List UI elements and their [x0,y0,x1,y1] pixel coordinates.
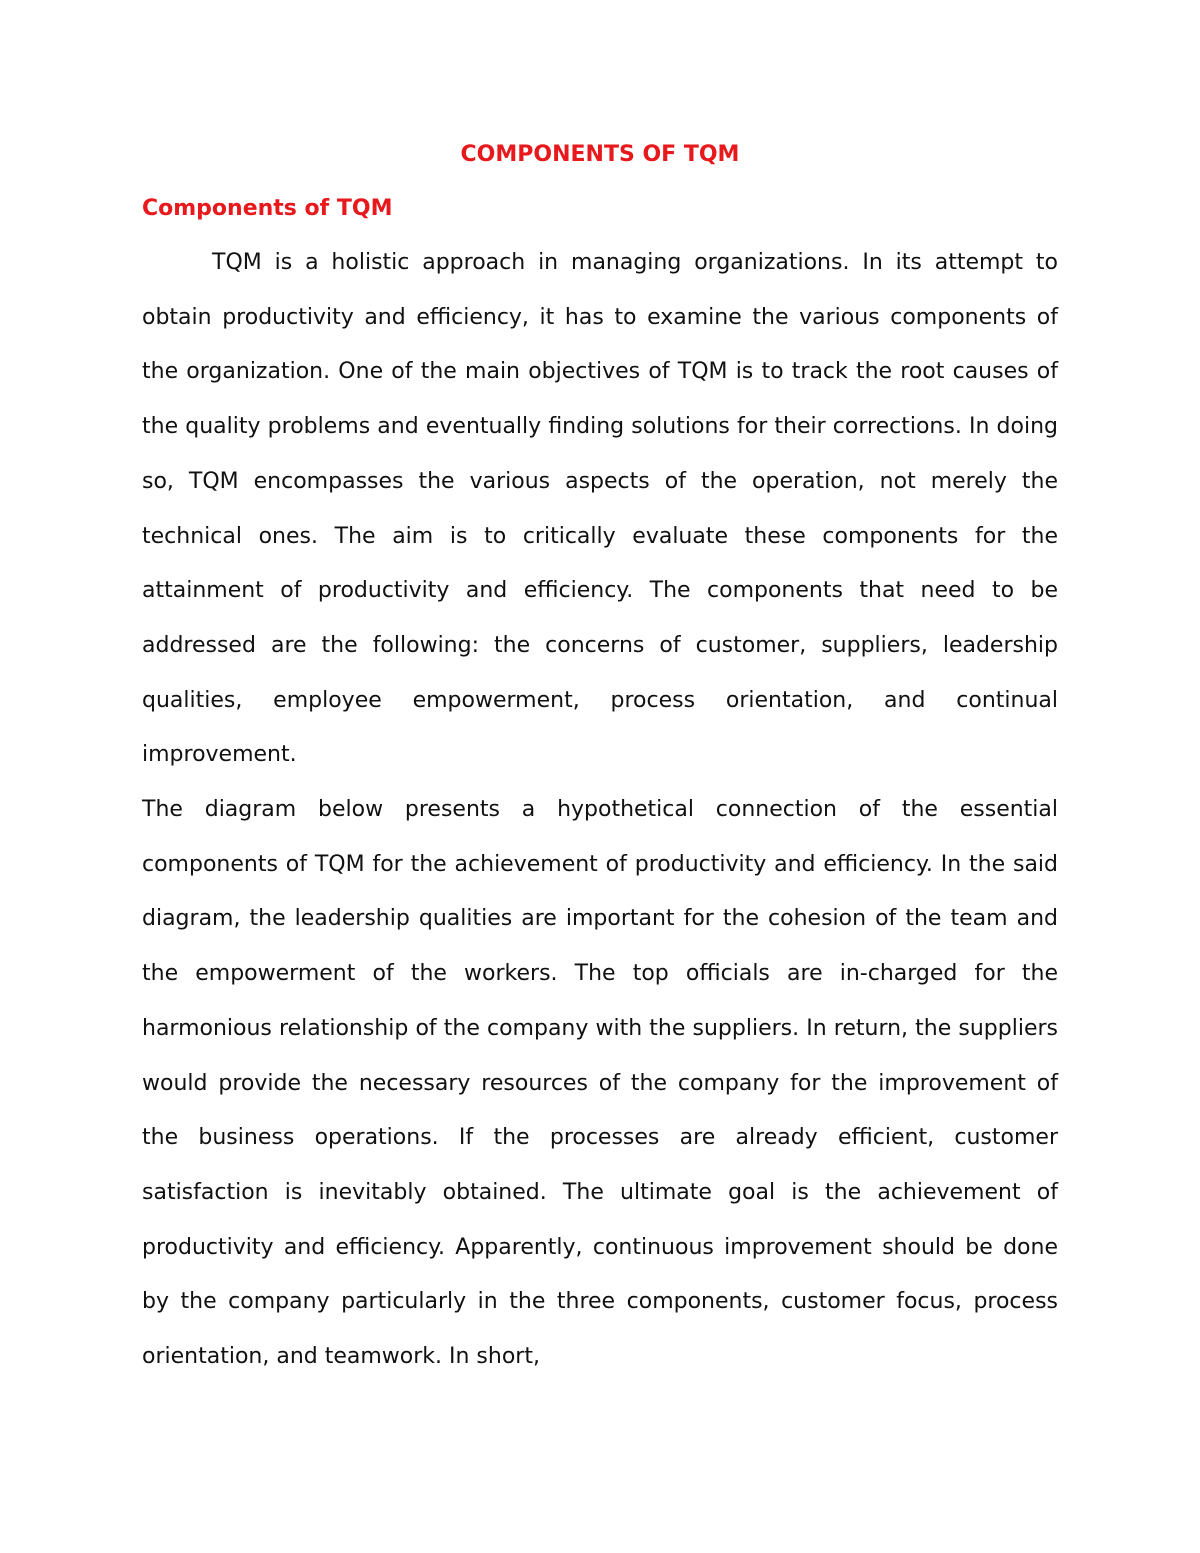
body-paragraph-1: TQM is a holistic approach in managing organizations. In its attempt to obtain productivity and efficiency, it has to examine the various components of the organization. One of the main objectives of TQM is to track the root causes of the quality problems and eventually finding solutions for their corrections. In doing so, TQM encompasses the various aspects of the operation, not merely the technical ones. The aim is to critically evaluate these components for the attainment of productivity and efficiency. The components that need to be addressed are the following: the concerns of customer, suppliers, leadership qualities, employee empowerment, process orientation, and continual improvement. [142,250,1058,768]
document-page [142,128,1058,1385]
body-paragraph-2: The diagram below presents a hypothetical connection of the essential components of TQM for the achievement of productivity and efficiency. In the said diagram, the leadership qualities are important for the cohesion of the team and the empowerment of the workers. The top officials are in-charged for the harmonious relationship of the company with the suppliers. In return, the suppliers would provide the necessary resources of the company for the improvement of the business operations. If the processes are already efficient, customer satisfaction is inevitably obtained. The ultimate goal is the achievement of productivity and efficiency. Apparently, continuous improvement should be done by the company particularly in the three components, customer focus, process orientation, and teamwork. In short, [142,797,1058,1370]
section-heading: Components of TQM [142,196,393,221]
document-title: COMPONENTS OF TQM [460,142,740,167]
